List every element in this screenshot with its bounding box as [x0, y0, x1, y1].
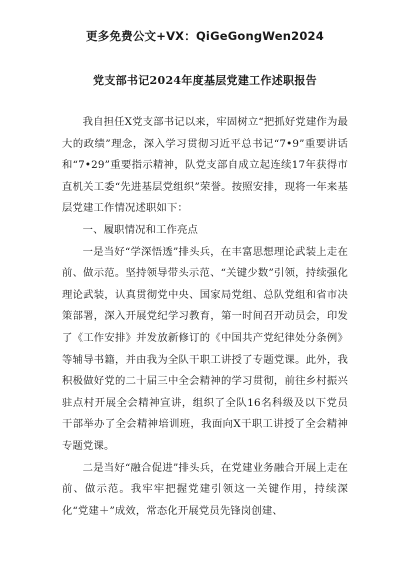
paragraph-first-point: 一是当好“学深悟透”排头兵，在丰富思想理论武装上走在前、做示范。坚持领导带头示范、“关键少数”引领，持续强化理论武装，认真贯彻党中央、国家局党组、总队党组和省市决策部署，深入开展党纪学习教育，第一时间召开动员会，印发了《工作安排》并发放新修订的《中国共产党纪律处分条例》等辅导书籍，并由我为全队干职工讲授了专题党课。此外，我积极做好党的二十届三中全会精神的学习贯彻，前往乡村振兴驻点村开展全会精神宣讲，组织了全队16名科级及以下党员干部举办了全会精神培训班，我面向X干职工讲授了全会精神专题党课。 [62, 245, 348, 452]
paragraph-second-point: 二是当好“融合促进”排头兵，在党建业务融合开展上走在前、做示范。我牢牢把握党建引领这一关键作用，持续深化“党建＋”成效，常态化开展党员先锋岗创建、 [62, 461, 348, 517]
document-body [62, 112, 348, 522]
document-title: 党支部书记2024年度基层党建工作述职报告 [93, 74, 317, 87]
promo-header: 更多免费公文+VX：QiGeGongWen2024 [86, 29, 324, 43]
paragraph-intro: 我自担任X党支部书记以来，牢固树立“把抓好党建作为最大的政绩”理念，深入学习贯彻习近平总书记“7•9”重要讲话和“7•29”重要指示精神，队党支部自成立起连续17年获得市直机关工委“先进基层党组织”荣誉。按照安排，现将一年来基层党建工作情况述职如下： [62, 116, 348, 215]
section-heading: 一、履职情况和工作亮点 [82, 223, 199, 236]
